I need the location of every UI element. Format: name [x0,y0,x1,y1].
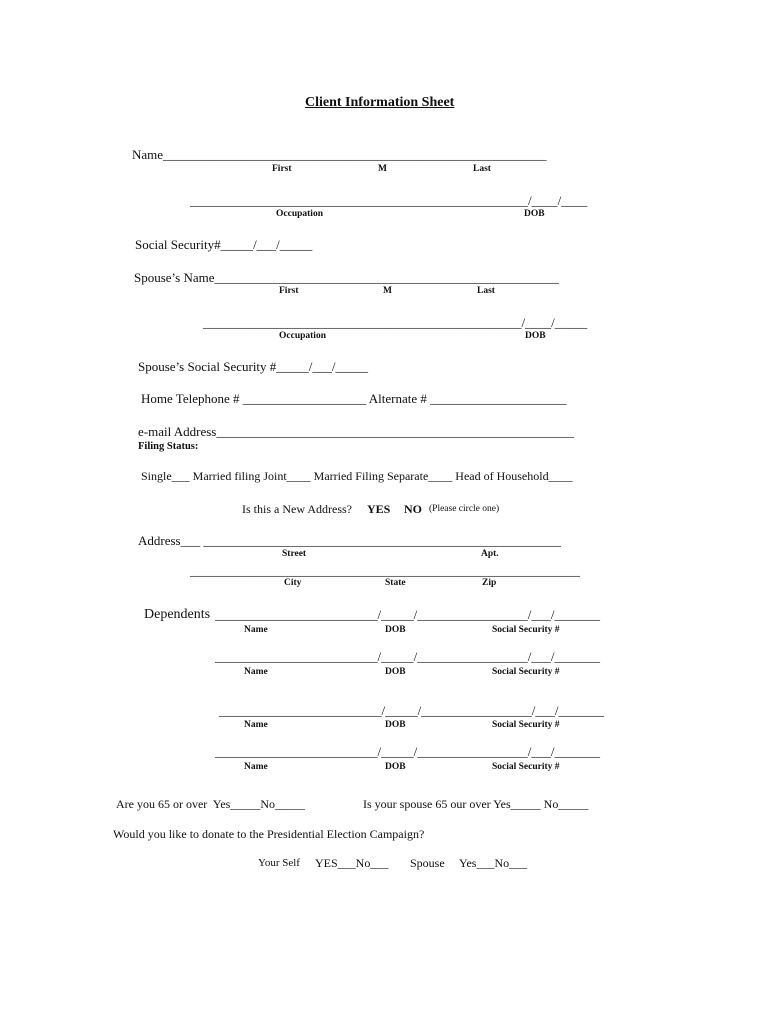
dependent-row-3[interactable]: _________________________/_____/_________________/___/_______ [219,703,604,718]
state-label: State [385,578,406,588]
spouse-age-65-question[interactable]: Is your spouse 65 our over Yes_____ No_____ [363,797,589,811]
dependent-4-name-label: Name [244,762,268,772]
occupation-dob-field[interactable]: ____________________________________________________/____/____ [190,193,588,208]
dependents-label: Dependents [144,607,211,622]
name-m-label: M [378,164,387,174]
dependent-row-1[interactable]: _________________________/_____/_________________/___/_______ [215,607,600,622]
spouse-social-security-field[interactable]: Spouse’s Social Security #_____/___/_____ [138,359,369,374]
city-label: City [284,578,302,588]
spouse-name-field[interactable]: Spouse’s Name_____________________________________________________ [134,270,560,285]
city-state-zip-field[interactable]: ____________________________________________________________ [190,563,580,578]
dependent-1-dob-label: DOB [385,625,406,635]
apt-label: Apt. [481,549,499,559]
spouse-occupation-dob-field[interactable]: _________________________________________________/____/_____ [203,315,588,330]
dependent-4-ssn-label: Social Security # [492,762,560,772]
age-65-question[interactable]: Are you 65 or over Yes_____No_____ [116,797,305,811]
social-security-field[interactable]: Social Security#_____/___/_____ [135,237,313,252]
dependent-row-2[interactable]: _________________________/_____/_________________/___/_______ [215,649,600,664]
filing-status-label: Filing Status: [138,441,199,452]
dependent-row-4[interactable]: _________________________/_____/_________________/___/_______ [215,744,600,759]
dependent-3-dob-label: DOB [385,720,406,730]
dependent-2-dob-label: DOB [385,667,406,677]
spouse-first-label: First [279,286,299,296]
donate-self-label: Your Self [258,857,300,869]
name-first-label: First [272,164,292,174]
new-address-no[interactable]: NO [404,502,422,516]
circle-one-note: (Please circle one) [429,504,500,514]
spouse-occupation-label: Occupation [279,331,326,341]
donation-question: Would you like to donate to the Presidential Election Campaign? [113,827,425,841]
donate-self-options[interactable]: YES___No___ [315,856,389,870]
dependent-1-name-label: Name [244,625,268,635]
new-address-yes[interactable]: YES [367,502,391,516]
zip-label: Zip [482,578,497,588]
dependent-2-name-label: Name [244,667,268,677]
form-title: Client Information Sheet [305,95,455,110]
spouse-dob-label: DOB [525,331,546,341]
donate-spouse-label: Spouse [410,856,445,870]
filing-options[interactable]: Single___ Married filing Joint____ Married Filing Separate____ Head of Household____ [141,469,573,483]
street-label: Street [282,549,307,559]
dob-label: DOB [524,209,545,219]
address-field[interactable]: Address___ _______________________________________________________ [138,533,561,548]
name-last-label: Last [473,164,491,174]
donate-spouse-options[interactable]: Yes___No___ [459,856,528,870]
new-address-question: Is this a New Address? [242,502,352,516]
dependent-4-dob-label: DOB [385,762,406,772]
email-field[interactable]: e-mail Address_______________________________________________________ [138,424,574,439]
occupation-label: Occupation [276,209,323,219]
dependent-3-name-label: Name [244,720,268,730]
telephone-field[interactable]: Home Telephone # ___________________ Alternate # _____________________ [141,391,567,406]
name-field[interactable]: Name___________________________________________________________ [132,147,547,162]
dependent-1-ssn-label: Social Security # [492,625,560,635]
dependent-3-ssn-label: Social Security # [492,720,560,730]
dependent-2-ssn-label: Social Security # [492,667,560,677]
spouse-m-label: M [383,286,392,296]
spouse-last-label: Last [477,286,495,296]
